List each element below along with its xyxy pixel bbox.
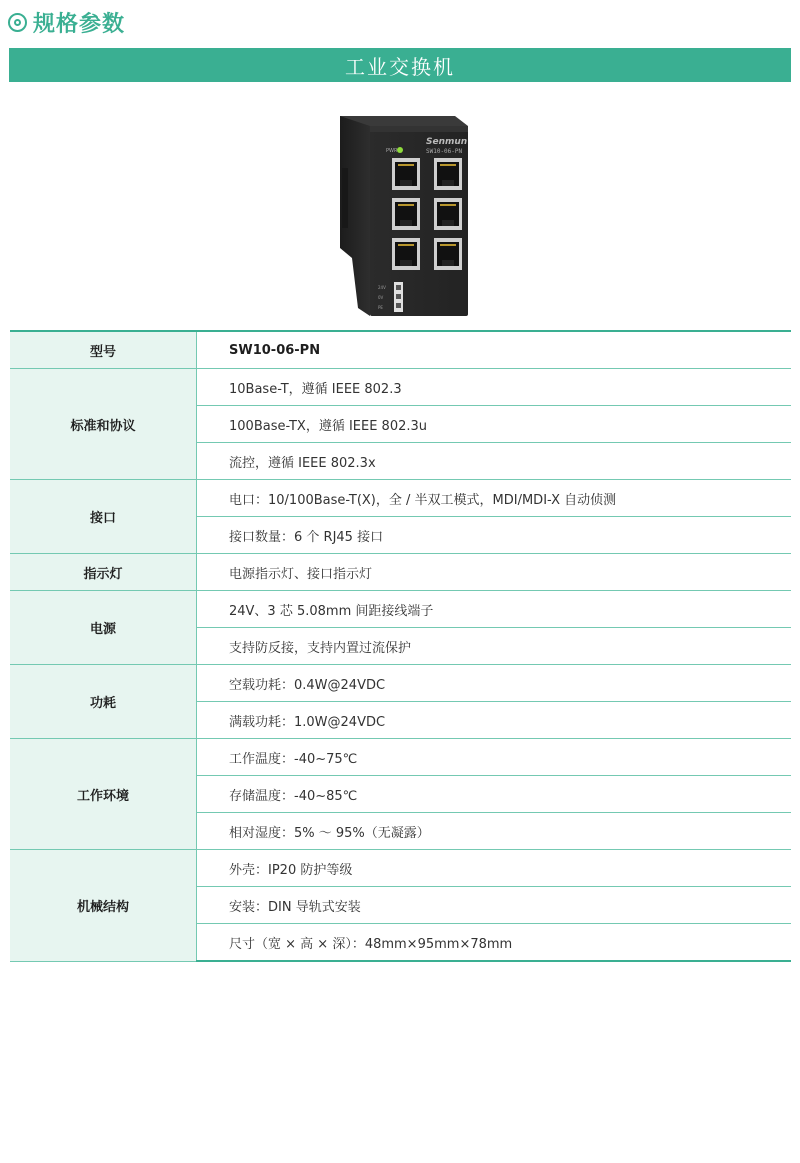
model-print-text: SW10-06-PN (426, 148, 463, 155)
product-title-bar: 工业交换机 (9, 48, 791, 82)
table-row (10, 331, 791, 369)
table-row (10, 739, 791, 776)
spec-value: 10Base-T，遵循 IEEE 802.3 (197, 369, 792, 406)
spec-value: 工作温度：-40~75℃ (197, 739, 792, 776)
spec-value: 流控，遵循 IEEE 802.3x (197, 443, 792, 480)
table-row (10, 369, 791, 406)
spec-value: 空载功耗：0.4W@24VDC (197, 665, 792, 702)
spec-label-power: 电源 (10, 591, 197, 665)
spec-value: 电源指示灯、接口指示灯 (197, 554, 792, 591)
terminal-label-24v: 24V (378, 285, 386, 290)
spec-table (10, 330, 791, 962)
spec-label-model: 型号 (10, 331, 197, 369)
table-row (10, 665, 791, 702)
spec-label-environment: 工作环境 (10, 739, 197, 850)
spec-value: 电口：10/100Base-T(X)，全 / 半双工模式，MDI/MDI-X 自动侦测 (197, 480, 792, 517)
spec-value: 外壳：IP20 防护等级 (197, 850, 792, 887)
pwr-led-icon (397, 147, 403, 153)
spec-value: 满载功耗：1.0W@24VDC (197, 702, 792, 739)
spec-label-mechanical: 机械结构 (10, 850, 197, 962)
section-heading (8, 4, 125, 40)
spec-label-standards: 标准和协议 (10, 369, 197, 480)
spec-value: 尺寸（宽 × 高 × 深）：48mm×95mm×78mm (197, 924, 792, 962)
spec-label-indicators: 指示灯 (10, 554, 197, 591)
spec-value: 相对湿度：5% ～ 95%（无凝露） (197, 813, 792, 850)
terminal-label-pe: PE (378, 305, 383, 310)
spec-value: 接口数量：6 个 RJ45 接口 (197, 517, 792, 554)
spec-label-interface: 接口 (10, 480, 197, 554)
terminal-label-0v: 0V (378, 295, 384, 300)
table-row (10, 850, 791, 887)
spec-value: 安装：DIN 导轨式安装 (197, 887, 792, 924)
spec-value: 100Base-TX，遵循 IEEE 802.3u (197, 406, 792, 443)
spec-value: 存储温度：-40~85℃ (197, 776, 792, 813)
table-row (10, 591, 791, 628)
table-row (10, 480, 791, 517)
brand-logo-text: Senmun (426, 137, 468, 147)
spec-value: 支持防反接，支持内置过流保护 (197, 628, 792, 665)
spec-value: 24V、3 芯 5.08mm 间距接线端子 (197, 591, 792, 628)
pwr-label: PWR (386, 148, 398, 154)
section-heading-text: 规格参数 (33, 11, 126, 37)
switch-product-image (330, 108, 480, 322)
spec-value: SW10-06-PN (197, 331, 792, 369)
target-circle-icon (8, 13, 27, 32)
table-row (10, 554, 791, 591)
spec-label-consumption: 功耗 (10, 665, 197, 739)
